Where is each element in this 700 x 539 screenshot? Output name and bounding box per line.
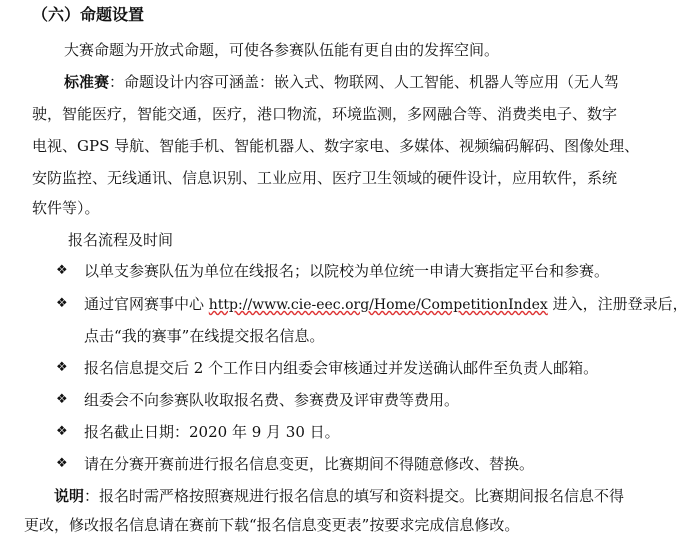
registration-item-2 bbox=[84, 294, 688, 315]
diamond-bullet-icon: ❖ bbox=[56, 263, 68, 278]
diamond-bullet-icon: ❖ bbox=[56, 360, 68, 375]
registration-item-3: 报名信息提交后 2 个工作日内组委会审核通过并发送确认邮件至负责人邮箱。 bbox=[84, 359, 599, 377]
standard-line-2: 驶，智能医疗，智能交通，医疗，港口物流，环境监测，多网融合等、消费类电子、数字 bbox=[32, 105, 618, 123]
standard-label: 标准赛 bbox=[64, 73, 110, 91]
note-text-1: ：报名时需严格按照赛规进行报名信息的填写和资料提交。比赛期间报名信息不得 bbox=[84, 487, 625, 505]
registration-item-1: 以单支参赛队伍为单位在线报名；以院校为单位统一申请大赛指定平台和参赛。 bbox=[84, 262, 610, 280]
note-label: 说明 bbox=[54, 487, 85, 505]
registration-item-2-post: 进入，注册登录后， bbox=[547, 295, 688, 313]
registration-item-2-continued: 点击“我的赛事”在线提交报名信息。 bbox=[84, 327, 325, 345]
standard-text-1: ：命题设计内容可涵盖：嵌入式、物联网、人工智能、机器人等应用（无人驾 bbox=[109, 73, 620, 91]
registration-item-4: 组委会不向参赛队收取报名费、参赛费及评审费等费用。 bbox=[84, 391, 460, 409]
registration-item-2-pre: 通过官网赛事中心 bbox=[84, 295, 209, 313]
competition-index-link[interactable]: http://www.cie-eec.org/Home/CompetitionIndex bbox=[208, 297, 548, 313]
note-line-2: 更改，修改报名信息请在赛前下载“报名信息变更表”按要求完成信息修改。 bbox=[24, 516, 520, 534]
registration-heading: 报名流程及时间 bbox=[68, 231, 174, 249]
note-line-1 bbox=[54, 486, 624, 506]
diamond-bullet-icon: ❖ bbox=[56, 424, 68, 439]
diamond-bullet-icon: ❖ bbox=[56, 456, 68, 471]
standard-line-1 bbox=[64, 72, 619, 92]
diamond-bullet-icon: ❖ bbox=[56, 392, 68, 407]
section-title: （六）命题设置 bbox=[32, 5, 145, 24]
standard-line-3: 电视、GPS 导航、智能手机、智能机器人、数字家电、多媒体、视频编码解码、图像处理、 bbox=[32, 137, 640, 155]
registration-item-5: 报名截止日期：2020 年 9 月 30 日。 bbox=[84, 423, 340, 441]
diamond-bullet-icon: ❖ bbox=[56, 296, 68, 311]
standard-line-4: 安防监控、无线通讯、信息识别、工业应用、医疗卫生领域的硬件设计，应用软件，系统 bbox=[32, 169, 618, 187]
registration-item-6: 请在分赛开赛前进行报名信息变更，比赛期间不得随意修改、替换。 bbox=[84, 455, 535, 473]
standard-line-5: 软件等）。 bbox=[32, 199, 100, 217]
intro-paragraph: 大赛命题为开放式命题，可使各参赛队伍能有更自由的发挥空间。 bbox=[64, 41, 500, 59]
